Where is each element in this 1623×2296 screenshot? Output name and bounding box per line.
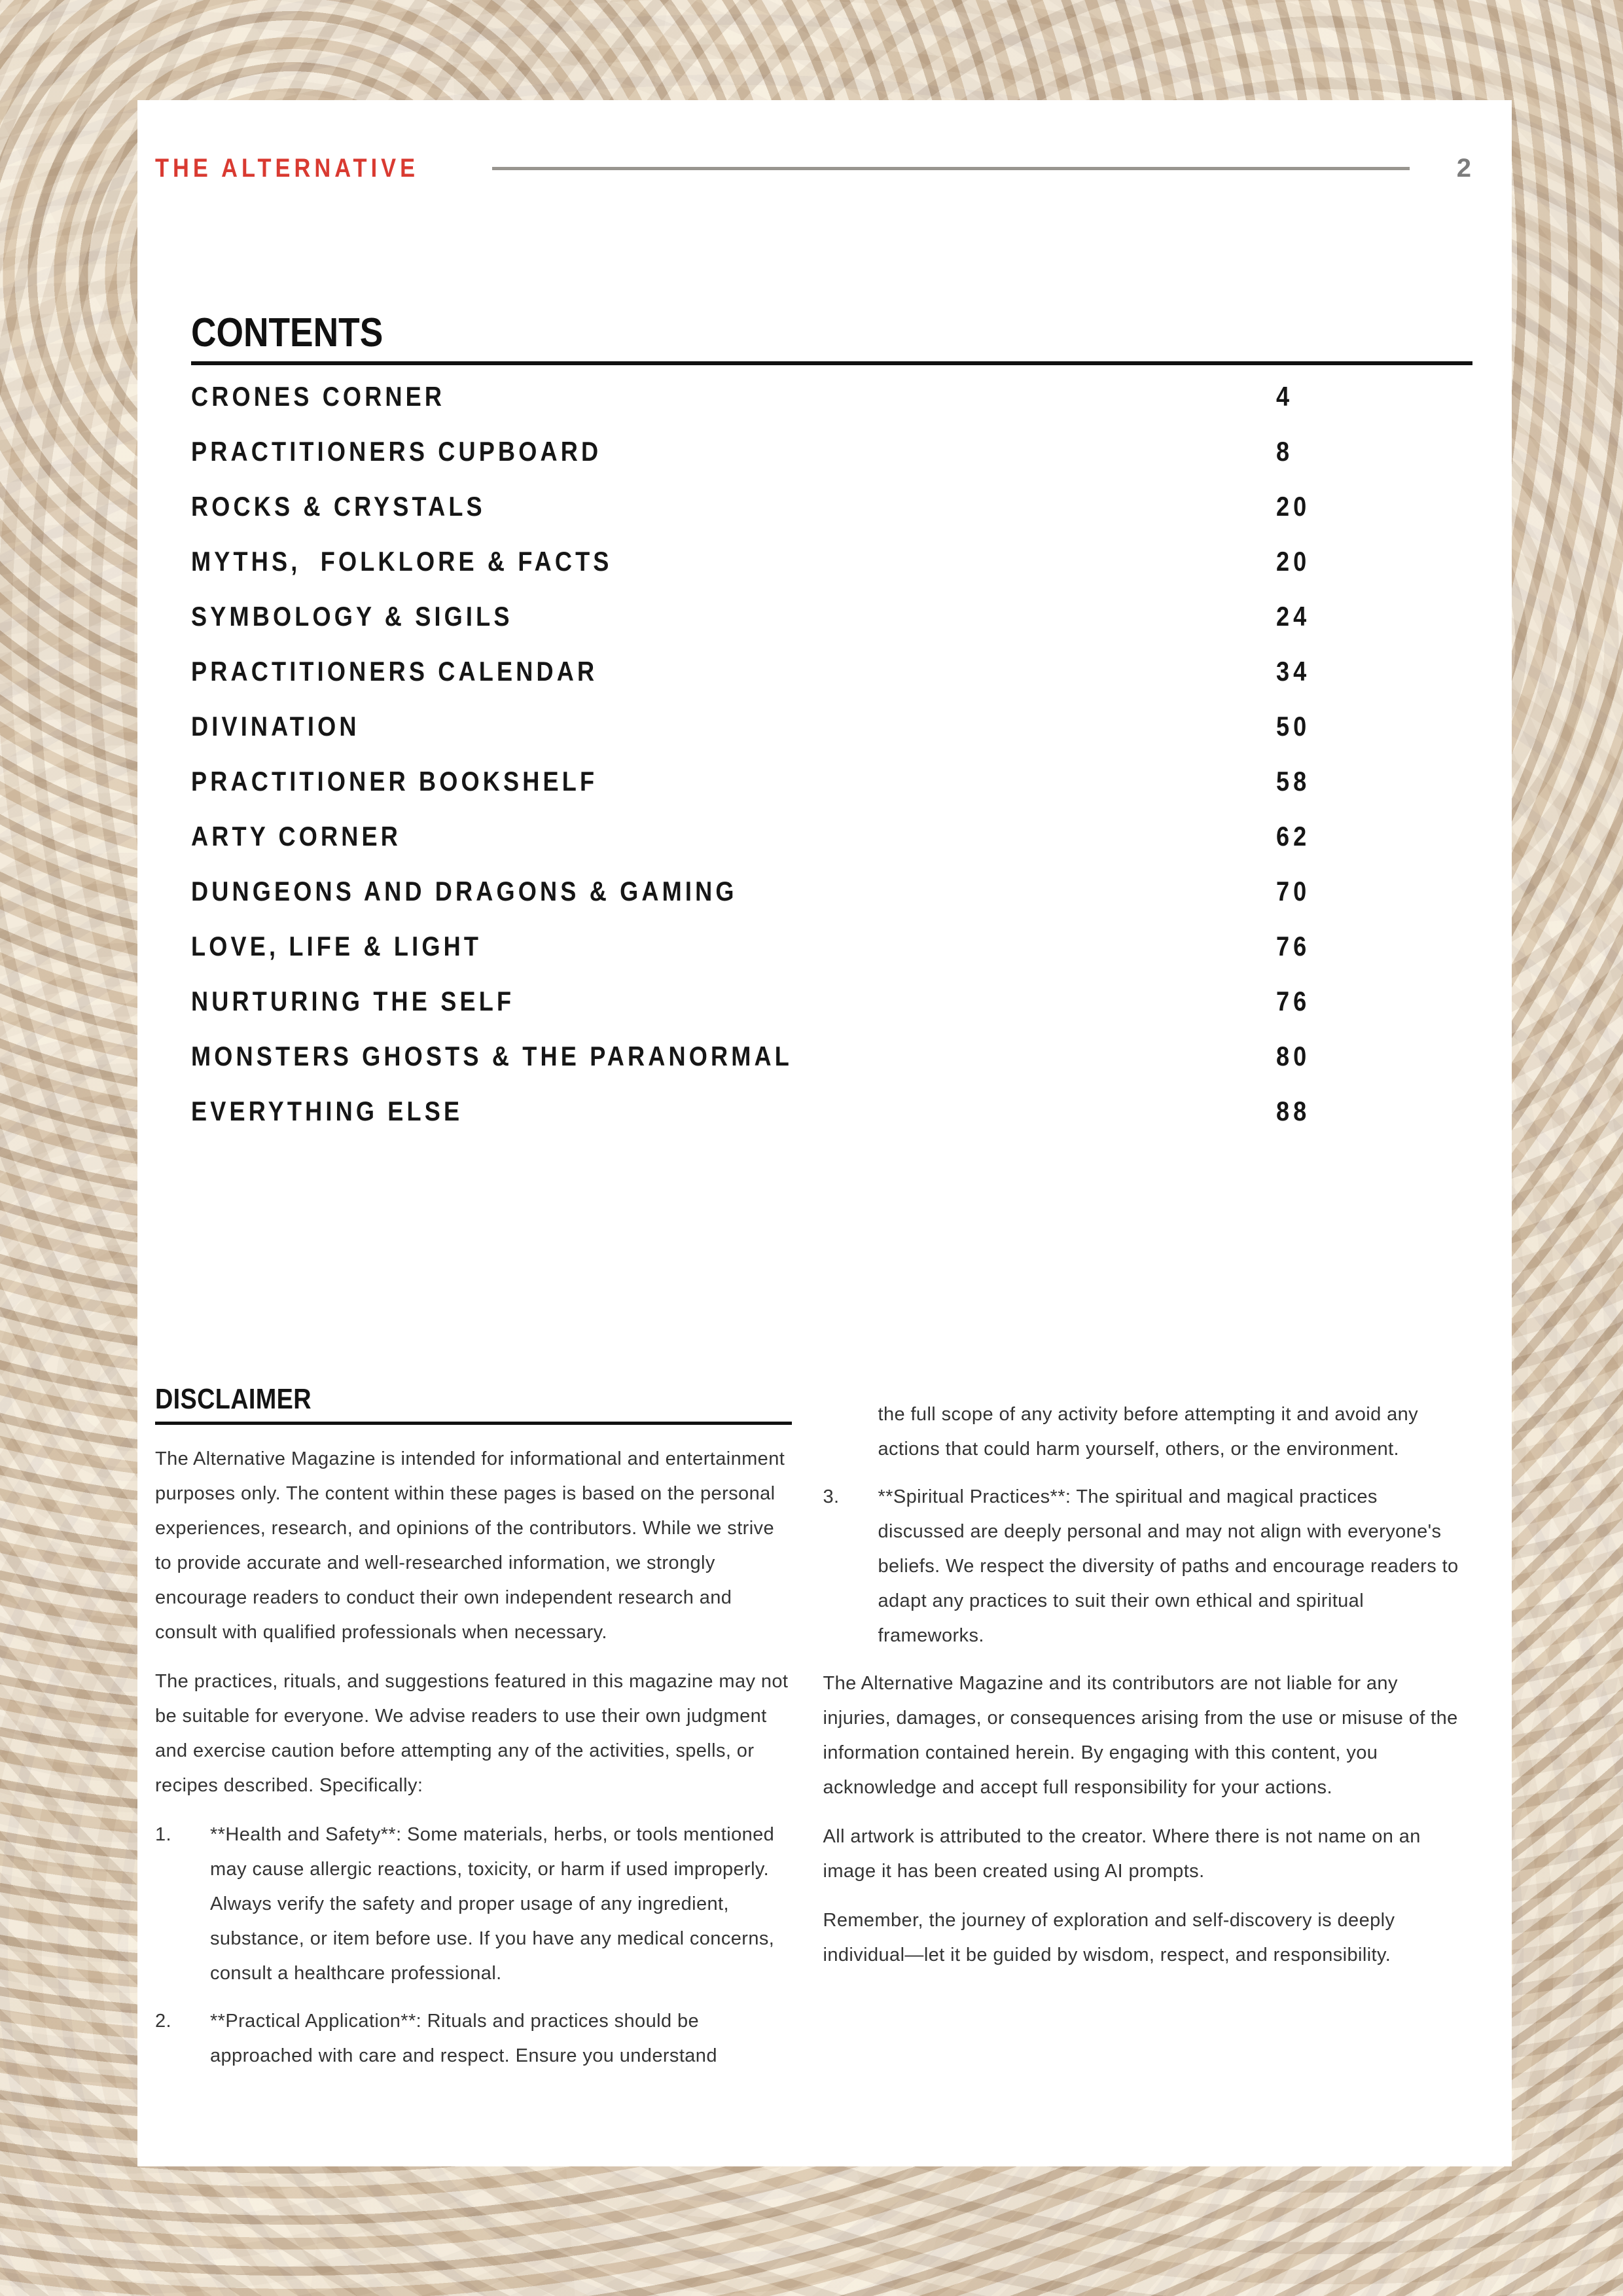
- page-number: 2: [1456, 154, 1471, 183]
- toc-entry[interactable]: [191, 809, 1472, 864]
- toc-entry[interactable]: [191, 754, 1472, 809]
- list-item-continuation: the full scope of any activity before attempting it and avoid any actions that could harm yourself, others, or the environment.: [878, 1404, 1419, 1460]
- toc-entry-label: ARTY CORNER: [191, 821, 401, 852]
- list-item-text: **Practical Application**: Rituals and practices should be approached with care and respect. Ensure you understand: [210, 2011, 717, 2066]
- contents-title-text: CONTENTS: [191, 310, 383, 355]
- toc-entry-label: ROCKS & CRYSTALS: [191, 491, 486, 522]
- toc-entry-page: 80: [1276, 1041, 1311, 1071]
- contents-list: [191, 369, 1472, 1139]
- disclaimer-title-text: DISCLAIMER: [155, 1383, 312, 1415]
- toc-entry[interactable]: [191, 1029, 1472, 1084]
- disclaimer-paragraph: The Alternative Magazine and its contributors are not liable for any injuries, damages, or consequences arising from the use or misuse of the information contained herein. By engaging with this content, you acknowledge and accept full responsibility for your actions.: [823, 1673, 1458, 1798]
- toc-entry[interactable]: [191, 699, 1472, 754]
- toc-entry-page: 20: [1276, 491, 1311, 522]
- disclaimer-section: [155, 1385, 1459, 2087]
- toc-entry-label: EVERYTHING ELSE: [191, 1096, 463, 1126]
- toc-entry-page: 58: [1276, 766, 1311, 797]
- toc-entry[interactable]: [191, 589, 1472, 644]
- disclaimer-paragraph: Remember, the journey of exploration and self-discovery is deeply individual—let it be guided by wisdom, respect, and responsibility.: [823, 1910, 1395, 1965]
- toc-entry-label: LOVE, LIFE & LIGHT: [191, 931, 482, 961]
- toc-entry[interactable]: [191, 974, 1472, 1029]
- toc-entry-page: 70: [1276, 876, 1311, 906]
- toc-entry-page: 88: [1276, 1096, 1311, 1126]
- header-rule: [492, 167, 1410, 170]
- disclaimer-paragraph: The Alternative Magazine is intended for informational and entertainment purposes only. The content within these pages is based on the personal experiences, research, and opinions of the contributors. While we strive to provide accurate and well-researched information, we strongly encourage readers to conduct their own independent research and consult with qualified professionals when necessary.: [155, 1448, 785, 1643]
- disclaimer-paragraph: All artwork is attributed to the creator. Where there is not name on an image it has been created using AI prompts.: [823, 1826, 1421, 1882]
- contents-title: [191, 310, 1472, 365]
- toc-entry-label: SYMBOLOGY & SIGILS: [191, 601, 513, 632]
- disclaimer-right-column: [823, 1397, 1460, 2087]
- magazine-title: THE ALTERNATIVE: [155, 154, 419, 183]
- disclaimer-left-column: [155, 1385, 792, 2087]
- disclaimer-list-item: [823, 1480, 1460, 1653]
- list-item-number: 3.: [823, 1486, 840, 1507]
- toc-entry-label: MONSTERS GHOSTS & THE PARANORMAL: [191, 1041, 793, 1071]
- disclaimer-title: [155, 1385, 792, 1425]
- toc-entry[interactable]: [191, 424, 1472, 479]
- disclaimer-paragraph: The practices, rituals, and suggestions featured in this magazine may not be suitable for everyone. We advise readers to use their own judgment and exercise caution before attempting any of the activities, spells, or recipes described. Specifically:: [155, 1671, 789, 1796]
- toc-entry-label: DIVINATION: [191, 711, 360, 742]
- toc-entry-page: 8: [1276, 436, 1294, 467]
- toc-entry-label: CRONES CORNER: [191, 381, 446, 412]
- toc-entry-label: PRACTITIONERS CALENDAR: [191, 656, 598, 687]
- toc-entry-page: 24: [1276, 601, 1311, 632]
- toc-entry-page: 62: [1276, 821, 1311, 852]
- toc-entry[interactable]: [191, 479, 1472, 534]
- toc-entry-page: 76: [1276, 986, 1311, 1016]
- toc-entry-label: PRACTITIONERS CUPBOARD: [191, 436, 602, 467]
- page-header: [155, 154, 1471, 183]
- toc-entry-page: 4: [1276, 381, 1294, 412]
- contents-section: [191, 310, 1472, 1139]
- toc-entry[interactable]: [191, 1084, 1472, 1139]
- toc-entry-page: 20: [1276, 546, 1311, 577]
- list-item-number: 1.: [155, 1824, 171, 1845]
- toc-entry-label: MYTHS, FOLKLORE & FACTS: [191, 546, 613, 577]
- list-item-number: 2.: [155, 2011, 171, 2032]
- toc-entry-page: 34: [1276, 656, 1311, 687]
- toc-entry-label: DUNGEONS AND DRAGONS & GAMING: [191, 876, 738, 906]
- toc-entry-label: NURTURING THE SELF: [191, 986, 515, 1016]
- list-item-text: **Spiritual Practices**: The spiritual and magical practices discussed are deeply personal and may not align with everyone's beliefs. We respect the diversity of paths and encourage readers to adapt any practices to suit their own ethical and spiritual frameworks.: [878, 1486, 1459, 1646]
- toc-entry[interactable]: [191, 644, 1472, 699]
- toc-entry-page: 50: [1276, 711, 1311, 742]
- toc-entry[interactable]: [191, 369, 1472, 424]
- toc-entry-page: 76: [1276, 931, 1311, 961]
- magazine-page: [137, 100, 1512, 2166]
- disclaimer-list-item: [155, 1818, 792, 1991]
- toc-entry[interactable]: [191, 534, 1472, 589]
- disclaimer-list-item: [155, 2004, 792, 2073]
- toc-entry[interactable]: [191, 919, 1472, 974]
- toc-entry-label: PRACTITIONER BOOKSHELF: [191, 766, 598, 797]
- list-item-text: **Health and Safety**: Some materials, herbs, or tools mentioned may cause allergic reactions, toxicity, or harm if used improperly. Always verify the safety and proper usage of any ingredient, substance, or item before use. If you have any medical concerns, consult a healthcare professional.: [210, 1824, 775, 1984]
- toc-entry[interactable]: [191, 864, 1472, 919]
